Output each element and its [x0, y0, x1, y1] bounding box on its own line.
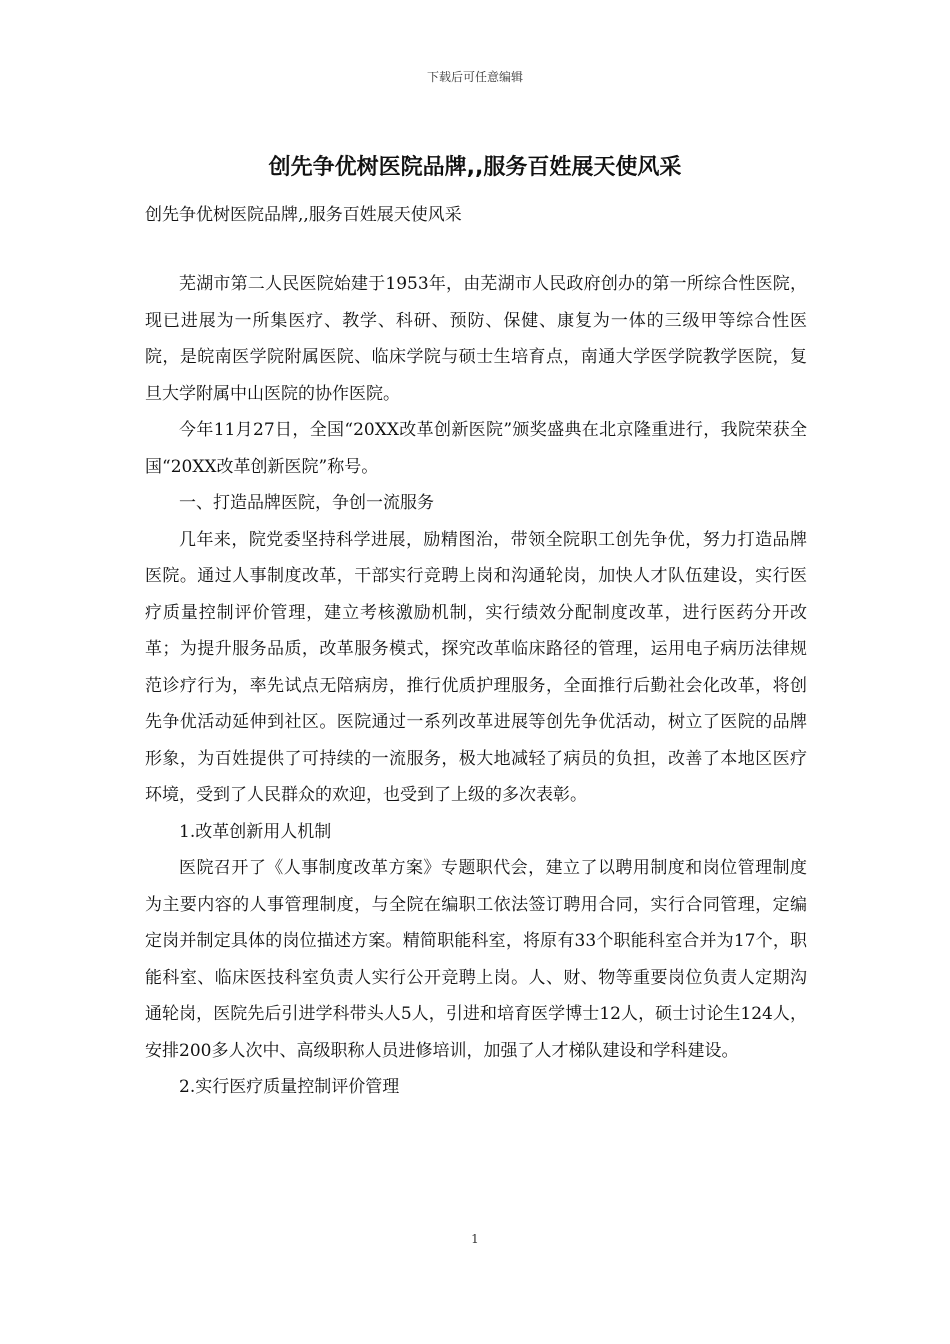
subsection-heading-2: 2.实行医疗质量控制评价管理: [179, 1077, 400, 1097]
paragraph-subsection-1: 医院召开了《人事制度改革方案》专题职代会，建立了以聘用制度和岗位管理制度为主要内容的人事管理制度，与全院在编职工依法签订聘用合同，实行合同管理，定编定岗并制定具体的岗位描述方案。精简职能科室，将原有33个职能科室合并为17个，职能科室、临床医技科室负责人实行公开竞聘上岗。人、财、物等重要岗位负责人定期沟通轮岗，医院先后引进学科带头人5人，引进和培育医学博士12人，硕士讨论生124人，安排200多人次中、高级职称人员进修培训，加强了人才梯队建设和学科建设。: [145, 858, 807, 1061]
subsection-heading-1: 1.改革创新用人机制: [179, 821, 332, 842]
paragraph-award: 今年11月27日，全国“20XX改革创新医院”颁奖盛典在北京隆重进行，我院荣获全国“20XX改革创新医院”称号。: [145, 420, 807, 477]
section-heading-1: 一、打造品牌医院，争创一流服务: [179, 493, 434, 513]
header-note: 下载后可任意编辑: [426, 70, 523, 84]
page-number: 1: [471, 1232, 479, 1246]
paragraph-intro: 芜湖市第二人民医院始建于1953年，由芜湖市人民政府创办的第一所综合性医院，现已进展为一所集医疗、教学、科研、预防、保健、康复为一体的三级甲等综合性医院，是皖南医学院附属医院、临床学院与硕士生培育点，南通大学医学院教学医院，复旦大学附属中山医院的协作医院。: [145, 274, 807, 404]
document-title: 创先争优树医院品牌,,服务百姓展天使风采: [268, 155, 682, 180]
paragraph-section-1: 几年来，院党委坚持科学进展，励精图治，带领全院职工创先争优，努力打造品牌医院。通过人事制度改革，干部实行竞聘上岗和沟通轮岗，加快人才队伍建设，实行医疗质量控制评价管理，建立考核激励机制，实行绩效分配制度改革，进行医药分开改革；为提升服务品质，改革服务模式，探究改革临床路径的管理，运用电子病历法律规范诊疗行为，率先试点无陪病房，推行优质护理服务，全面推行后勤社会化改革，将创先争优活动延伸到社区。医院通过一系列改革进展等创先争优活动，树立了医院的品牌形象，为百姓提供了可持续的一流服务，极大地减轻了病员的负担，改善了本地区医疗环境，受到了人民群众的欢迎，也受到了上级的多次表彰。: [145, 529, 807, 805]
document-body: [145, 266, 807, 1106]
document-subtitle: 创先争优树医院品牌,,服务百姓展天使风采: [145, 205, 462, 225]
